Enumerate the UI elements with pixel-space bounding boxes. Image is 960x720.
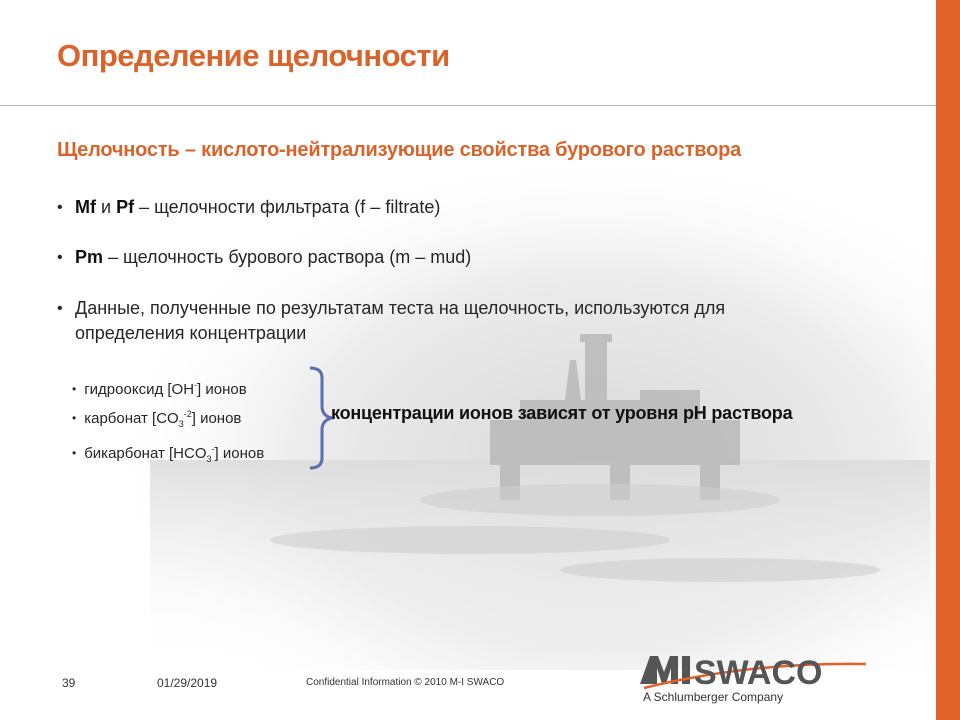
title-divider	[0, 105, 936, 106]
sub-bullet-bicarbonate: • бикарбонат $[HCO_3^-]$ ионов	[72, 444, 265, 464]
bullet-dot-icon: •	[57, 300, 63, 317]
bullet-term-pm: Pm	[75, 247, 104, 267]
logo-tagline: A Schlumberger Company	[643, 690, 784, 704]
footer-confidential: Confidential Information © 2010 M-I SWACO	[306, 677, 505, 688]
slide-title: Определение щелочности	[57, 38, 450, 73]
right-brace-icon	[304, 366, 334, 470]
concentration-note: концентрации ионов зависят от уровня pH раствора	[331, 403, 793, 423]
bullet-description: Данные, полученные по результатам теста на щелочность, используются для определения концентрации	[75, 298, 726, 343]
bullet-description: – щелочность бурового раствора (m – mud)	[103, 247, 472, 267]
sub-bullet-dot-icon: •	[72, 382, 77, 396]
bullet-connector: и	[96, 197, 117, 217]
page-number: 39	[62, 676, 76, 690]
sub-bullet-carbonate: • карбонат $[CO_3^{-2}]$ ионов	[72, 409, 242, 429]
bullet-term-mf: Mf	[75, 197, 96, 217]
bullet-dot-icon: •	[57, 249, 63, 266]
sub-bullet-hydroxide: • гидрооксид [OH-] ионов	[72, 380, 247, 398]
bullet-mf-pf	[57, 195, 817, 220]
slide-subtitle: Щелочность – кислото-нейтрализующие свойства бурового раствора	[57, 139, 742, 161]
logo-wordmark: SWACO	[694, 654, 823, 692]
bullet-description: – щелочности фильтрата (f – filtrate)	[134, 197, 441, 217]
sub-bullet-dot-icon: •	[72, 411, 77, 425]
sub-bullet-dot-icon: •	[72, 446, 77, 460]
bullet-term-pf: Pf	[116, 197, 135, 217]
bullet-dot-icon: •	[57, 199, 63, 216]
bullet-pm	[57, 245, 817, 270]
accent-side-bar	[936, 0, 960, 720]
footer-date: 01/29/2019	[157, 676, 218, 690]
bullet-test-data	[57, 296, 802, 346]
